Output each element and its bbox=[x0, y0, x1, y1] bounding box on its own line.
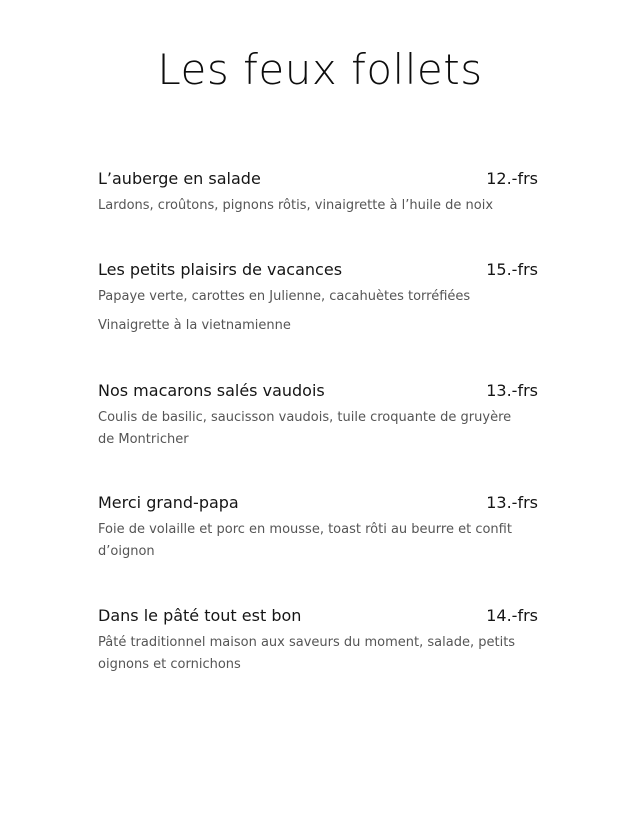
menu-item-description bbox=[98, 195, 523, 217]
menu-item-name: Les petits plaisirs de vacances bbox=[98, 260, 343, 279]
menu-item-description-line: Foie de volaille et porc en mousse, toast rôti au beurre et confit d’oignon bbox=[98, 522, 512, 559]
menu-item-description bbox=[98, 519, 523, 563]
menu-item-price: 13.-frs bbox=[486, 493, 538, 512]
menu-item-name: Merci grand-papa bbox=[98, 493, 239, 512]
menu-item-macarons-sales bbox=[98, 379, 538, 451]
menu-item-petits-plaisirs bbox=[98, 258, 538, 337]
menu-item-name: Dans le pâté tout est bon bbox=[98, 606, 302, 625]
menu-item-description bbox=[98, 286, 523, 337]
menu-item-description-line: Lardons, croûtons, pignons rôtis, vinaigrette à l’huile de noix bbox=[98, 198, 494, 213]
menu-item-header bbox=[98, 167, 538, 191]
menu-item-merci-grand-papa bbox=[98, 491, 538, 563]
menu-item-price: 15.-frs bbox=[486, 260, 538, 279]
menu-item-header bbox=[98, 491, 538, 515]
menu-item-description bbox=[98, 632, 523, 676]
menu-item-price: 13.-frs bbox=[486, 381, 538, 400]
menu-item-header bbox=[98, 379, 538, 403]
menu-item-price: 14.-frs bbox=[486, 606, 538, 625]
menu-item-description-line: Pâté traditionnel maison aux saveurs du moment, salade, petits oignons et cornichons bbox=[98, 635, 516, 672]
menu-item-description-line: Vinaigrette à la vietnamienne bbox=[98, 318, 291, 333]
menu-title: Les feux follets bbox=[157, 45, 483, 94]
menu-item-pate-tout-est-bon bbox=[98, 604, 538, 676]
menu-item-header bbox=[98, 604, 538, 628]
menu-item-description-line: Coulis de basilic, saucisson vaudois, tuile croquante de gruyère de Montricher bbox=[98, 410, 512, 447]
menu-item-name: L’auberge en salade bbox=[98, 169, 261, 188]
menu-item-name: Nos macarons salés vaudois bbox=[98, 381, 325, 400]
menu-item-price: 12.-frs bbox=[486, 169, 538, 188]
menu-item-auberge-en-salade bbox=[98, 167, 538, 217]
menu-item-header bbox=[98, 258, 538, 282]
menu-item-description bbox=[98, 407, 523, 451]
menu-item-description-line: Papaye verte, carottes en Julienne, cacahuètes torréfiées bbox=[98, 289, 471, 304]
